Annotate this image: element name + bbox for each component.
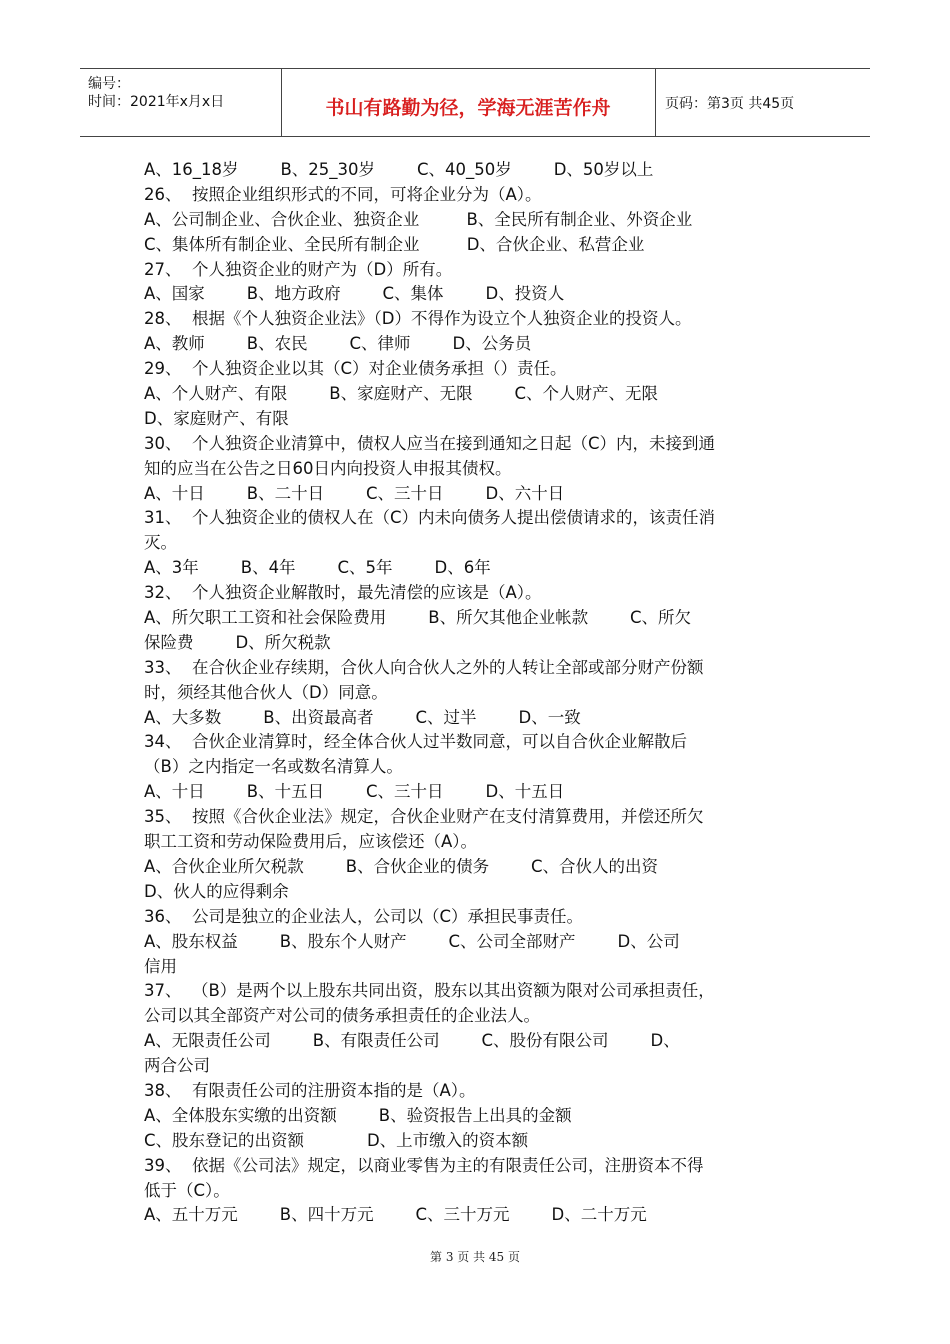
text-line: 知的应当在公告之日60日内向投资人申报其债权。 [144,458,512,478]
text-line: 33、 在合伙企业存续期，合伙人向合伙人之外的人转让全部或部分财产份额 [144,657,704,677]
text-line: 时，须经其他合伙人（D）同意。 [144,682,388,702]
text-line: 27、 个人独资企业的财产为（D）所有。 [144,259,453,279]
text-line: 28、 根据《个人独资企业法》（D）不得作为设立个人独资企业的投资人。 [144,309,692,329]
text-line: 26、 按照企业组织形式的不同，可将企业分为（A）。 [144,184,542,204]
text-line: A、无限责任公司 B、有限责任公司 C、股份有限公司 D、 [144,1031,680,1051]
text-line: 职工工资和劳动保险费用后，应该偿还（A）。 [144,832,478,852]
text-line: A、五十万元 B、四十万元 C、三十万元 D、二十万元 [144,1205,647,1225]
text-line: A、所欠职工工资和社会保险费用 B、所欠其他企业帐款 C、所欠 [144,608,692,628]
text-line: C、股东登记的出资额 D、上市缴入的资本额 [144,1130,529,1150]
text-line: C、集体所有制企业、全民所有制企业 D、合伙企业、私营企业 [144,234,645,254]
text-line: 36、 公司是独立的企业法人，公司以（C）承担民事责任。 [144,906,584,926]
text-line: 保险费 D、所欠税款 [144,632,331,652]
text-line: A、全体股东实缴的出资额 B、验资报告上出具的金额 [144,1105,572,1125]
text-line: 灭。 [144,533,177,553]
text-line: 低于（C）。 [144,1180,230,1200]
text-line: A、16_18岁 B、25_30岁 C、40_50岁 D、50岁以上 [144,160,654,179]
text-line: 37、 （B）是两个以上股东共同出资，股东以其出资额为限对公司承担责任， [144,981,715,1001]
text-line: A、3年 B、4年 C、5年 D、6年 [144,558,491,578]
header-info-cell [80,69,282,136]
header-motto-cell [281,69,656,136]
text-line: A、教师 B、农民 C、律师 D、公务员 [144,334,532,354]
header-page-info: 页码：第3页 共45页 [665,96,795,112]
text-line: 32、 个人独资企业解散时，最先清偿的应该是（A）。 [144,583,542,603]
document-number-label: 编号： [88,76,130,92]
text-line: 两合公司 [144,1056,210,1076]
text-line: 34、 合伙企业清算时，经全体合伙人过半数同意，可以自合伙企业解散后 [144,732,687,752]
text-line: D、伙人的应得剩余 [144,881,289,901]
page-header [80,68,870,137]
header-motto: 书山有路勤为径，学海无涯苦作舟 [325,97,611,119]
text-line: A、国家 B、地方政府 C、集体 D、投资人 [144,284,565,304]
text-line: 29、 个人独资企业以其（C）对企业债务承担（）责任。 [144,359,567,379]
text-line: A、大多数 B、出资最高者 C、过半 D、一致 [144,707,581,727]
text-line: （B）之内指定一名或数名清算人。 [144,757,403,777]
text-line: A、个人财产、有限 B、家庭财产、无限 C、个人财产、无限 [144,384,659,404]
text-line: 35、 按照《合伙企业法》规定，合伙企业财产在支付清算费用，并偿还所欠 [144,807,704,827]
text-line: 38、 有限责任公司的注册资本指的是（A）。 [144,1080,476,1100]
text-line: A、十日 B、十五日 C、三十日 D、十五日 [144,782,565,802]
text-line: A、公司制企业、合伙企业、独资企业 B、全民所有制企业、外资企业 [144,209,693,229]
document-date-label: 时间：2021年x月x日 [88,94,225,110]
text-line: A、十日 B、二十日 C、三十日 D、六十日 [144,483,565,503]
text-line: 31、 个人独资企业的债权人在（C）内未向债务人提出偿债请求的，该责任消 [144,508,716,528]
text-line: 39、 依据《公司法》规定，以商业零售为主的有限责任公司，注册资本不得 [144,1155,704,1175]
text-line: 30、 个人独资企业清算中，债权人应当在接到通知之日起（C）内，未接到通 [144,433,716,453]
document-body [144,158,809,1228]
text-line: D、家庭财产、有限 [144,408,289,428]
text-line: 信用 [144,956,177,976]
text-line: A、合伙企业所欠税款 B、合伙企业的债务 C、合伙人的出资 [144,856,659,876]
text-line: A、股东权益 B、股东个人财产 C、公司全部财产 D、公司 [144,931,680,951]
page-footer: 第 3 页 共 45 页 [430,1250,520,1264]
header-page-cell [655,69,870,136]
text-line: 公司以其全部资产对公司的债务承担责任的企业法人。 [144,1006,540,1026]
